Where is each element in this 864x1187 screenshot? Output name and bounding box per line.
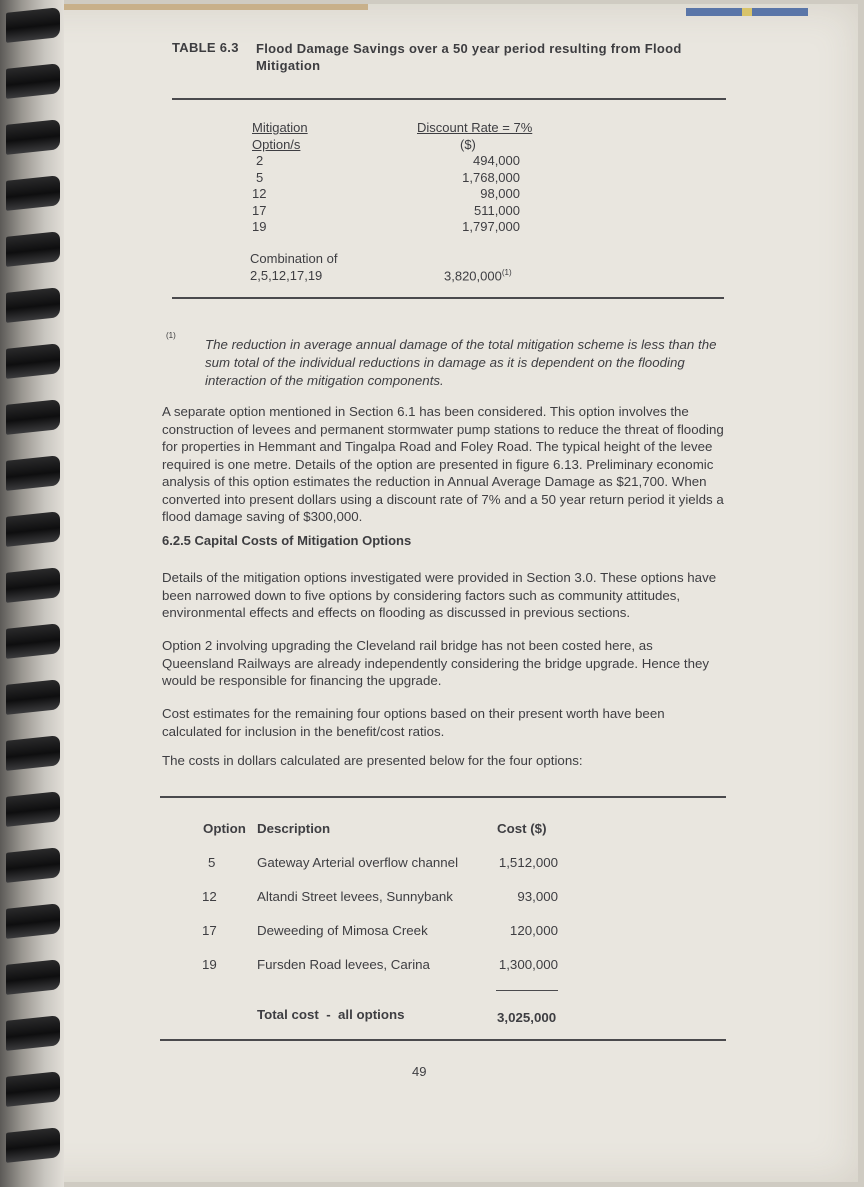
cost-row-cost: 93,000 <box>517 889 558 904</box>
table-row-option: 2 <box>256 153 264 168</box>
table-row-option: 12 <box>252 186 267 201</box>
header-options: Option/s <box>252 137 301 152</box>
cost-row-option: 12 <box>202 889 217 904</box>
cost-header-description: Description <box>257 821 331 836</box>
table-row-value: 511,000 <box>473 203 520 218</box>
table-caption: Flood Damage Savings over a 50 year period resulting from Flood Mitigation <box>256 41 682 73</box>
page-number: 49 <box>412 1064 427 1079</box>
header-currency: ($) <box>460 137 476 152</box>
combination-value: 3,820,000$^{(1)}$ <box>444 268 512 284</box>
cost-row-cost: 1,300,000 <box>498 957 558 972</box>
table-row-option: 19 <box>252 219 267 234</box>
table-row-value: 1,797,000 <box>462 219 520 234</box>
table-row-value: 98,000 <box>480 186 520 201</box>
cost-row-description: Fursden Road levees, Carina <box>257 957 430 972</box>
cost-row-cost: 1,512,000 <box>498 855 558 870</box>
paragraph-option-2: Option 2 involving upgrading the Cleveland rail bridge has not been costed here, as Queensland Railways are already independently considering the bridge upgrade. Hence they would be responsible for financing the upgrade. <box>162 638 710 688</box>
subtotal-rule <box>496 990 558 991</box>
table-number: TABLE 6.3 <box>172 40 239 55</box>
combination-label: Combination of <box>250 251 338 266</box>
table-bottom-rule <box>172 297 724 299</box>
paragraph-separate-option: A separate option mentioned in Section 6.1 has been considered. This option involves the construction of levees and permanent stormwater pump stations to reduce the threat of flooding for properties in Hemmant and Tingalpa Road and Foley Road. The typical height of the levee required is one metre. Details of the option are presented in figure 6.13. Preliminary economic analysis of this option estimates the reduction in Annual Average Damage as $21,700. When converted into present dollars using a discount rate of 7% and a 50 year return period it yields a flood damage saving of $300,000. <box>162 404 724 524</box>
cost-table-bottom-rule <box>160 1039 726 1041</box>
total-value: 3,025,000 <box>497 1010 557 1025</box>
table-row-option: 5 <box>256 170 264 185</box>
cost-row-option: 19 <box>202 957 217 972</box>
paragraph-cost-estimates: Cost estimates for the remaining four options based on their present worth have been calculated for inclusion in the benefit/cost ratios. <box>162 706 665 739</box>
cost-row-cost: 120,000 <box>509 923 558 938</box>
cost-row-description: Altandi Street levees, Sunnybank <box>257 889 453 904</box>
cost-header-option: Option <box>203 821 246 836</box>
cost-header-cost: Cost ($) <box>497 821 547 836</box>
header-discount-rate: Discount Rate = 7% <box>417 120 533 135</box>
cost-row-option: 17 <box>202 923 217 938</box>
header-mitigation: Mitigation <box>252 120 308 135</box>
cost-table-top-rule <box>160 796 726 798</box>
cost-row-description: Gateway Arterial overflow channel <box>257 855 459 870</box>
table-top-rule <box>172 98 726 100</box>
footnote-ref: (1) <box>501 268 512 277</box>
table-row-value: 1,768,000 <box>462 170 520 185</box>
footnote-text: The reduction in average annual damage of the total mitigation scheme is less than the sum total of the individual reductions in damage as it is dependent on the flooding interaction of the mitigation components. <box>205 337 717 388</box>
footnote-mark: (1) <box>166 331 176 340</box>
table-row-value: 494,000 <box>473 153 520 168</box>
table-row-option: 17 <box>252 203 267 218</box>
cost-row-option: 5 <box>208 855 216 870</box>
total-label: Total cost - all options <box>257 1007 405 1022</box>
section-heading: 6.2.5 Capital Costs of Mitigation Options <box>162 533 412 548</box>
cost-row-description: Deweeding of Mimosa Creek <box>257 923 428 938</box>
combination-options: 2,5,12,17,19 <box>250 268 323 283</box>
paragraph-costs-intro: The costs in dollars calculated are presented below for the four options: <box>162 753 583 768</box>
paragraph-details: Details of the mitigation options investigated were provided in Section 3.0. These options have been narrowed down to five options by considering factors such as community attitudes, environmental effects and effects on flooding as discussed in previous sections. <box>162 570 717 620</box>
